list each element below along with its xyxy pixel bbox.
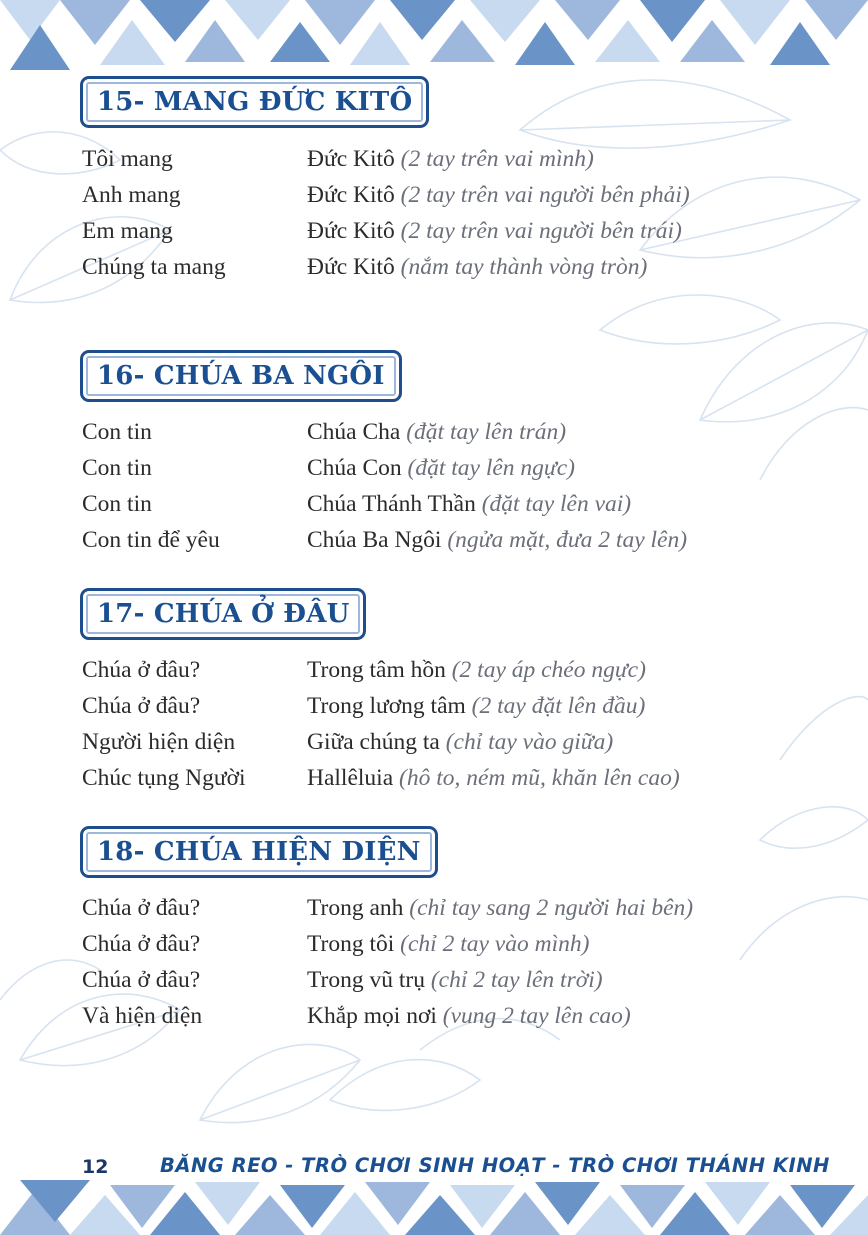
list-item	[82, 455, 842, 487]
gesture-note: (chỉ tay vào giữa)	[445, 729, 614, 755]
line-right	[307, 419, 566, 446]
line-left: Chúc tụng Người	[82, 765, 246, 791]
line-right-text: Chúa Thánh Thần	[307, 491, 476, 517]
gesture-note: (2 tay trên vai người bên phải)	[400, 182, 690, 208]
gesture-note: (chỉ 2 tay vào mình)	[400, 931, 590, 957]
line-left: Và hiện diện	[82, 1003, 203, 1029]
gesture-note: (hô to, ném mũ, khăn lên cao)	[399, 765, 680, 791]
list-item	[82, 146, 842, 178]
section-title-16	[80, 350, 402, 402]
list-item	[82, 1003, 842, 1035]
line-right	[307, 146, 594, 173]
page-number: 12	[82, 1156, 109, 1178]
line-left: Chúa ở đâu?	[82, 693, 201, 719]
gesture-note: (chỉ tay sang 2 người hai bên)	[409, 895, 694, 921]
gesture-note: (vung 2 tay lên cao)	[442, 1003, 631, 1029]
gesture-note: (chỉ 2 tay lên trời)	[430, 967, 603, 993]
line-right	[307, 455, 575, 482]
section-title-text: 15- MANG ĐỨC KITÔ	[97, 87, 413, 117]
section-title-17	[80, 588, 366, 640]
line-left: Người hiện diện	[82, 729, 236, 755]
top-triangle-border	[0, 0, 868, 70]
list-item	[82, 419, 842, 451]
line-right-text: Trong vũ trụ	[307, 967, 425, 993]
list-item	[82, 693, 842, 725]
line-left: Tôi mang	[82, 146, 173, 172]
gesture-note: (nắm tay thành vòng tròn)	[400, 254, 648, 280]
gesture-note: (đặt tay lên ngực)	[407, 455, 576, 481]
list-item	[82, 491, 842, 523]
line-right	[307, 1003, 631, 1030]
bottom-triangle-border	[0, 1180, 868, 1235]
line-right-text: Đức Kitô	[307, 218, 395, 244]
section-title-text: 18- CHÚA HIỆN DIỆN	[97, 837, 421, 867]
line-right	[307, 967, 603, 994]
line-left: Chúa ở đâu?	[82, 967, 201, 993]
list-item	[82, 254, 842, 286]
line-right-text: Chúa Cha	[307, 419, 401, 445]
line-right-text: Khắp mọi nơi	[307, 1003, 437, 1029]
line-left: Con tin	[82, 455, 152, 481]
line-left: Chúa ở đâu?	[82, 931, 201, 957]
line-right	[307, 657, 646, 684]
line-left: Con tin	[82, 419, 152, 445]
section-title-text: 17- CHÚA Ở ĐÂU	[97, 599, 350, 629]
list-item	[82, 895, 842, 927]
gesture-note: (ngửa mặt, đưa 2 tay lên)	[447, 527, 688, 553]
line-right	[307, 729, 613, 756]
list-item	[82, 765, 842, 797]
gesture-note: (2 tay áp chéo ngực)	[451, 657, 646, 683]
line-right	[307, 931, 589, 958]
line-left: Con tin để yêu	[82, 527, 220, 553]
section-title-18	[80, 826, 438, 878]
line-left: Chúa ở đâu?	[82, 657, 201, 683]
line-left: Chúa ở đâu?	[82, 895, 201, 921]
line-right	[307, 765, 680, 792]
list-item	[82, 527, 842, 559]
line-left: Anh mang	[82, 182, 181, 208]
line-right-text: Đức Kitô	[307, 146, 395, 172]
list-item	[82, 931, 842, 963]
line-right	[307, 693, 645, 720]
gesture-note: (2 tay trên vai mình)	[400, 146, 594, 172]
line-right	[307, 254, 647, 281]
section-title-15	[80, 76, 429, 128]
list-item	[82, 967, 842, 999]
line-left: Con tin	[82, 491, 152, 517]
line-right	[307, 527, 687, 554]
line-right-text: Trong tôi	[307, 931, 395, 957]
line-right-text: Hallêluia	[307, 765, 394, 791]
list-item	[82, 657, 842, 689]
gesture-note: (2 tay đặt lên đầu)	[471, 693, 646, 719]
line-right-text: Trong anh	[307, 895, 404, 921]
line-right-text: Đức Kitô	[307, 254, 395, 280]
line-right-text: Trong tâm hồn	[307, 657, 446, 683]
line-right	[307, 491, 631, 518]
line-right-text: Đức Kitô	[307, 182, 395, 208]
gesture-note: (đặt tay lên vai)	[481, 491, 632, 517]
list-item	[82, 218, 842, 250]
list-item	[82, 729, 842, 761]
line-right-text: Chúa Con	[307, 455, 402, 481]
gesture-note: (đặt tay lên trán)	[406, 419, 567, 445]
line-right	[307, 218, 682, 245]
section-title-text: 16- CHÚA BA NGÔI	[97, 361, 385, 391]
gesture-note: (2 tay trên vai người bên trái)	[400, 218, 682, 244]
line-right-text: Chúa Ba Ngôi	[307, 527, 442, 553]
line-left: Em mang	[82, 218, 173, 244]
line-left: Chúng ta mang	[82, 254, 226, 280]
line-right-text: Trong lương tâm	[307, 693, 466, 719]
book-title-footer: BĂNG REO - TRÒ CHƠI SINH HOẠT - TRÒ CHƠI THÁNH KINH	[160, 1154, 830, 1177]
line-right	[307, 895, 693, 922]
line-right	[307, 182, 690, 209]
list-item	[82, 182, 842, 214]
line-right-text: Giữa chúng ta	[307, 729, 440, 755]
